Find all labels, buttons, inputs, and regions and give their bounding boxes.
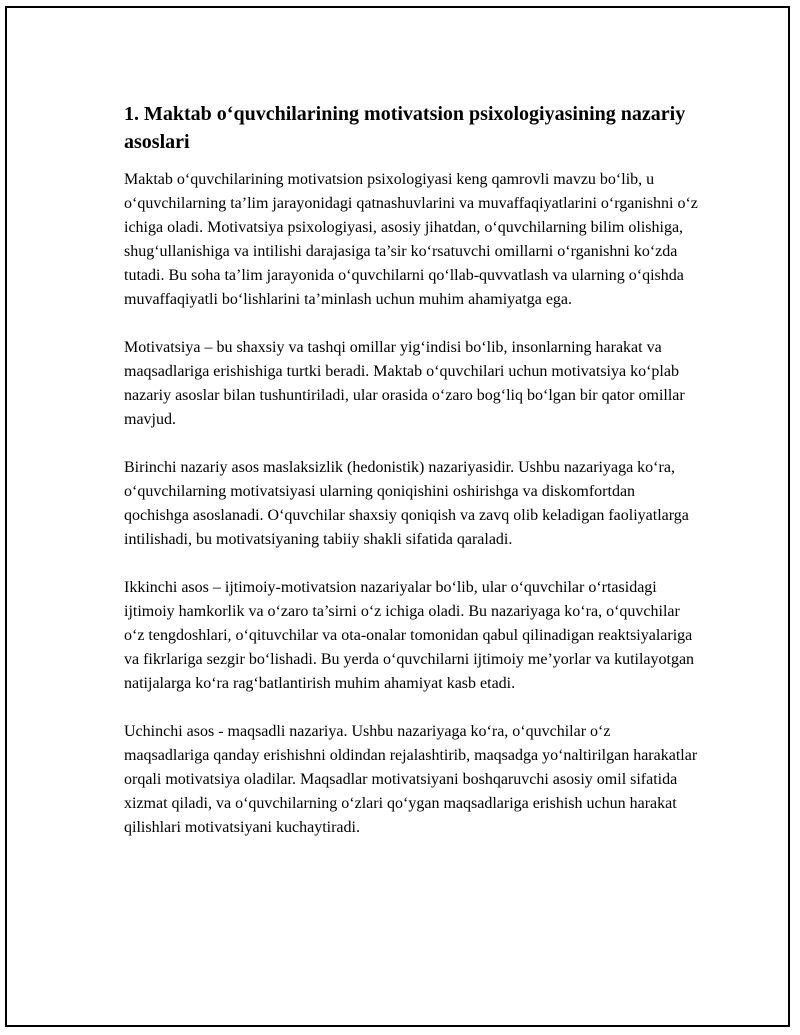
paragraph-4: Ikkinchi asos – ijtimoiy-motivatsion nazariyalar bo‘lib, ular o‘quvchilar o‘rtasidagi ijtimoiy hamkorlik va o‘zaro ta’sirni o‘z ichiga oladi. Bu nazariyaga ko‘ra, o‘quvchilar o‘z tengdoshlari, o‘qituvchilar va ota-onalar tomonidan qabul qilinadigan reaktsiyalariga va fikrlariga sezgir bo‘lishadi. Bu yerda o‘quvchilarni ijtimoiy me’yorlar va kutilayotgan natijalarga ko‘ra rag‘batlantirish muhim ahamiyat kasb etadi. (124, 579, 695, 692)
paragraph-1: Maktab o‘quvchilarining motivatsion psixologiyasi keng qamrovli mavzu bo‘lib, u o‘quvchilarning ta’lim jarayonidagi qatnashuvlarini va muvaffaqiyatlarini o‘rganishni o‘z ichiga oladi. Motivatsiya psixologiyasi, asosiy jihatdan, o‘quvchilarning bilim olishiga, shug‘ullanishiga va intilishi darajasiga ta’sir ko‘rsatuvchi omillarni o‘rganishni ko‘zda tutadi. Bu soha ta’lim jarayonida o‘quvchilarni qo‘llab-quvvatlash va ularning o‘qishda muvaffaqiyatli bo‘lishlarini ta’minlash uchun muhim ahamiyatga ega. (124, 171, 698, 308)
paragraph-2: Motivatsiya – bu shaxsiy va tashqi omillar yig‘indisi bo‘lib, insonlarning harakat va maqsadlariga erishishiga turtki beradi. Maktab o‘quvchilari uchun motivatsiya ko‘plab nazariy asoslar bilan tushuntiriladi, ular orasida o‘zaro bog‘liq bo‘lgan bir qator omillar mavjud. (124, 339, 685, 428)
section-heading: 1. Maktab o‘quvchilarining motivatsion psixologiyasining nazariy asoslari (124, 103, 686, 153)
paragraph-5: Uchinchi asos - maqsadli nazariya. Ushbu nazariyaga ko‘ra, o‘quvchilar o‘z maqsadlariga qanday erishishni oldindan rejalashtirib, maqsadga yo‘naltirilgan harakatlar orqali motivatsiya oladilar. Maqsadlar motivatsiyani boshqaruvchi asosiy omil sifatida xizmat qiladi, va o‘quvchilarning o‘zlari qo‘ygan maqsadlariga erishish uchun harakat qilishlari motivatsiyani kuchaytiradi. (124, 723, 698, 836)
paragraph-3: Birinchi nazariy asos maslaksizlik (hedonistik) nazariyasidir. Ushbu nazariyaga ko‘ra, o‘quvchilarning motivatsiyasi ularning qoniqishini oshirishga va diskomfortdan qochishga asoslanadi. O‘quvchilar shaxsiy qoniqish va zavq olib keladigan faoliyatlarga intilishadi, bu motivatsiyaning tabiiy shakli sifatida qaraladi. (124, 459, 689, 548)
document-page (5, 6, 790, 1027)
document-content (124, 100, 699, 864)
